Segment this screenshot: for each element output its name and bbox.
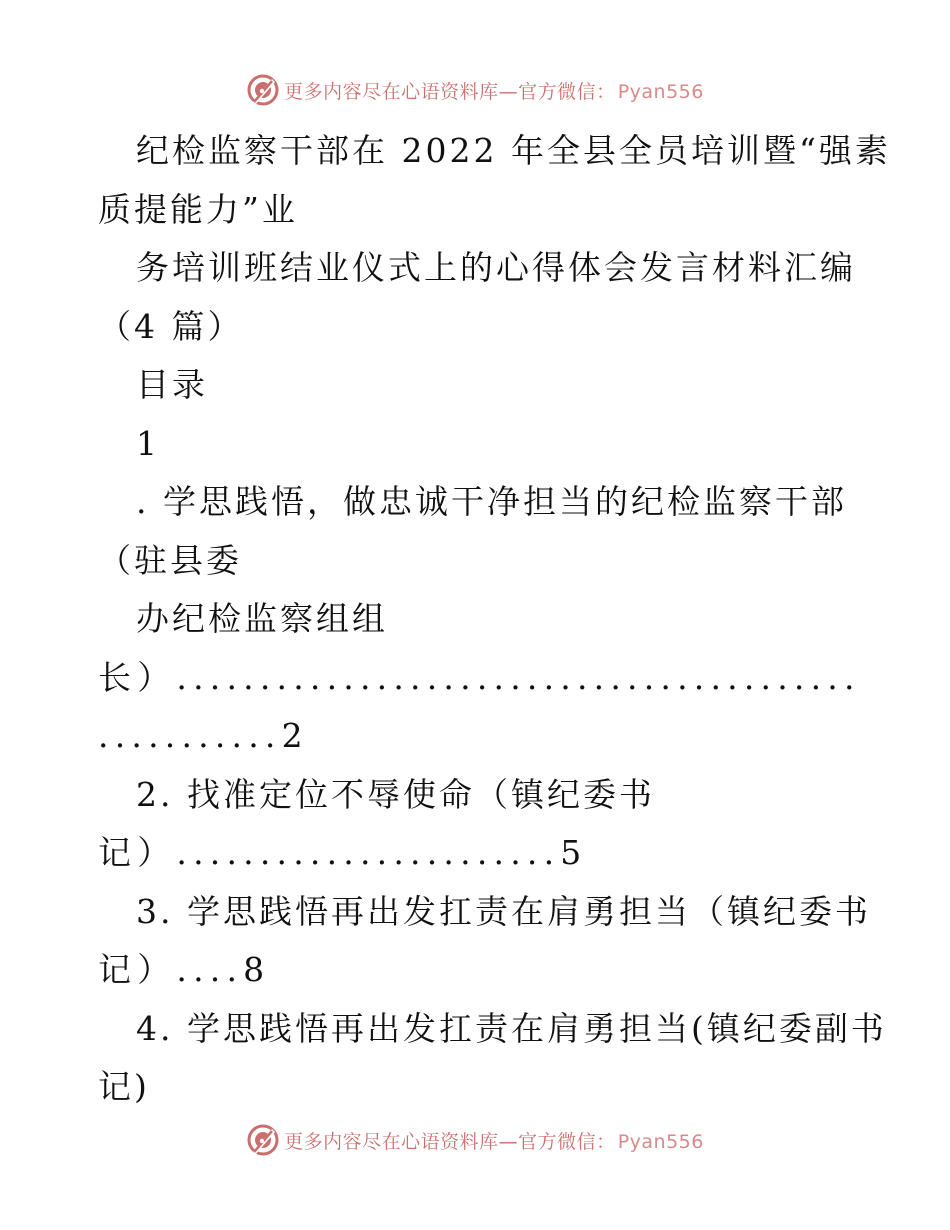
title-line-1: 纪检监察干部在 2022 年全县全员培训暨“强素 — [136, 131, 891, 170]
toc-entry-1-page: ...........2 — [98, 716, 309, 755]
watermark-text: 更多内容尽在心语资料库—官方微信： Pyan556 — [284, 80, 704, 103]
title-line-3: 务培训班结业仪式上的心得体会发言材料汇编 — [136, 248, 856, 287]
header-watermark — [0, 70, 950, 110]
toc-entry-3-page: 记）....8 — [98, 950, 271, 989]
toc-entry-1-author-part1: （驻县委 — [98, 540, 242, 580]
toc-entry-2-title: 2. 找准定位不辱使命（镇纪委书 — [136, 774, 655, 814]
toc-entry-1-leader: 长）......................................... — [98, 657, 861, 697]
toc-entry-1-number: 1 — [136, 423, 160, 463]
footer-watermark — [0, 1120, 950, 1160]
title-line-2: 质提能力”业 — [98, 189, 298, 229]
title-line-4: （4 篇） — [98, 306, 244, 346]
toc-entry-3-title: 3. 学思践悟再出发扛责在肩勇担当（镇纪委书 — [136, 891, 871, 931]
toc-entry-4-title: 4. 学思践悟再出发扛责在肩勇担当(镇纪委副书 — [136, 1008, 887, 1048]
toc-heading: 目录 — [136, 365, 208, 404]
toc-entry-2-page: 记）.......................5 — [98, 833, 588, 872]
watermark-text: 更多内容尽在心语资料库—官方微信： Pyan556 — [284, 1130, 704, 1153]
quill-logo-icon — [246, 73, 280, 107]
toc-entry-1-author-part2: 办纪检监察组组 — [136, 599, 388, 638]
toc-entry-1-title: . 学思践悟，做忠诚干净担当的纪检监察干部 — [136, 482, 847, 521]
toc-entry-4-end: 记) — [98, 1067, 150, 1106]
quill-logo-icon — [246, 1123, 280, 1157]
document-body — [98, 122, 891, 1117]
